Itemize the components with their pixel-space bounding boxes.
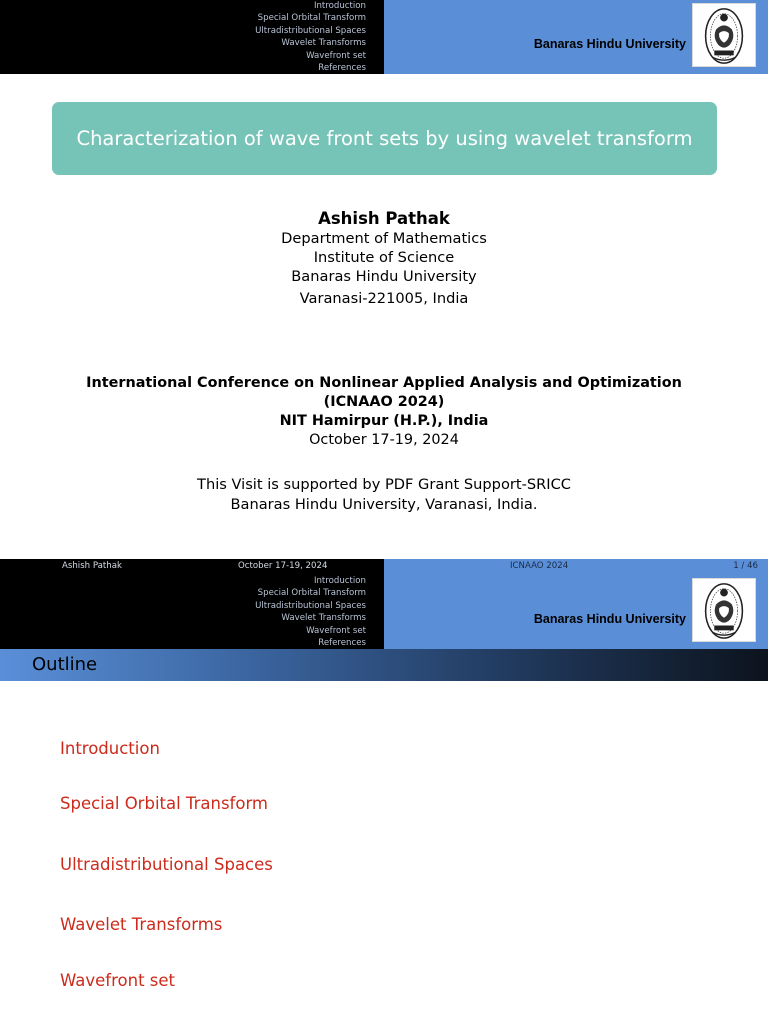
- nav-item-introduction[interactable]: Introduction: [313, 1, 366, 11]
- footer-date: October 17-19, 2024: [238, 561, 328, 571]
- footer-page-number: 1 / 46: [733, 561, 758, 571]
- conference-block: [0, 374, 768, 450]
- header-nav-panel: [0, 0, 384, 74]
- nav-item-wavefront-set[interactable]: Wavefront set: [306, 625, 366, 636]
- conference-venue: NIT Hamirpur (H.P.), India: [279, 413, 489, 429]
- author-department: Department of Mathematics: [281, 230, 487, 247]
- author-university: Banaras Hindu University: [291, 268, 477, 285]
- toc-item-special-orbital-transform[interactable]: Special Orbital Transform: [60, 794, 269, 813]
- toc-item-introduction[interactable]: Introduction: [60, 739, 160, 758]
- university-name: Banaras Hindu University: [533, 37, 686, 51]
- nav-item-introduction[interactable]: Introduction: [313, 576, 366, 586]
- presentation-title: Characterization of wave front sets by using wavelet transform: [52, 102, 717, 175]
- footer-event: ICNAAO 2024: [510, 561, 569, 571]
- author-block: [0, 208, 768, 308]
- author-institute: Institute of Science: [313, 249, 455, 266]
- header-university-panel-2: [384, 574, 768, 649]
- nav-item-references[interactable]: References: [318, 638, 366, 649]
- header-nav-panel-2: [0, 574, 384, 649]
- support-line-2: Banaras Hindu University, Varanasi, India.: [230, 496, 538, 513]
- conference-dates: October 17-19, 2024: [309, 432, 459, 448]
- bhu-seal-logo-icon: [692, 3, 756, 67]
- conference-name: International Conference on Nonlinear Applied Analysis and Optimization: [86, 375, 682, 391]
- toc-item-ultradistributional-spaces[interactable]: Ultradistributional Spaces: [60, 855, 273, 874]
- support-block: [0, 475, 768, 515]
- section-nav: [255, 0, 366, 74]
- toc-item-wavefront-set[interactable]: Wavefront set: [60, 971, 176, 990]
- footer-right-bg: [384, 559, 768, 574]
- support-line-1: This Visit is supported by PDF Grant Support-SRICC: [197, 476, 571, 493]
- author-address: Varanasi-221005, India: [299, 290, 469, 307]
- nav-item-ultradistributional-spaces[interactable]: Ultradistributional Spaces: [255, 25, 366, 36]
- toc-item-wavelet-transforms[interactable]: Wavelet Transforms: [60, 915, 223, 934]
- outline-title-bar: [0, 649, 768, 681]
- section-nav-2: [255, 575, 366, 649]
- nav-item-wavefront-set[interactable]: Wavefront set: [306, 50, 366, 61]
- nav-item-special-orbital-transform[interactable]: Special Orbital Transform: [257, 588, 366, 599]
- bhu-seal-logo-icon-2: [692, 578, 756, 642]
- outline-heading: Outline: [32, 654, 98, 675]
- header-university-panel: [384, 0, 768, 74]
- nav-item-ultradistributional-spaces[interactable]: Ultradistributional Spaces: [255, 600, 366, 611]
- footer-author: Ashish Pathak: [62, 561, 122, 571]
- nav-item-wavelet-transforms[interactable]: Wavelet Transforms: [281, 613, 366, 624]
- slide-footer: [0, 559, 768, 574]
- author-name: Ashish Pathak: [318, 209, 450, 228]
- conference-acronym: (ICNAAO 2024): [323, 394, 445, 410]
- nav-item-references[interactable]: References: [318, 63, 366, 74]
- university-name-2: Banaras Hindu University: [533, 612, 686, 626]
- nav-item-wavelet-transforms[interactable]: Wavelet Transforms: [281, 38, 366, 49]
- nav-item-special-orbital-transform[interactable]: Special Orbital Transform: [257, 13, 366, 24]
